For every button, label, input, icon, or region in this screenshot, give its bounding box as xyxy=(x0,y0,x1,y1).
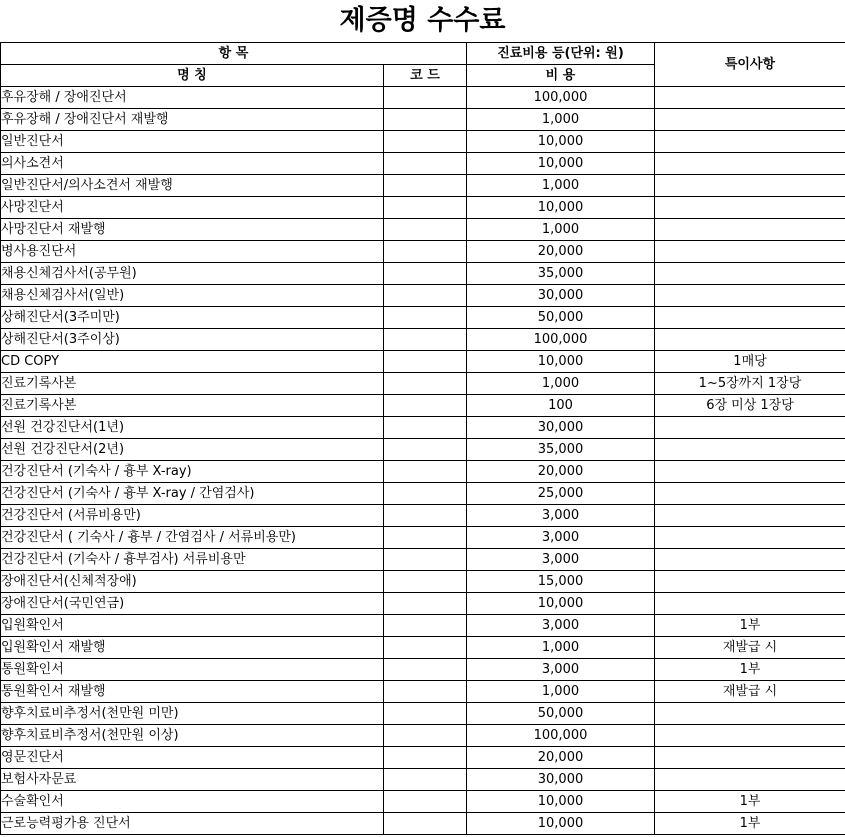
table-row xyxy=(1,747,845,769)
item-note-cell: 재발급 시 xyxy=(655,681,845,703)
item-name-cell: 의사소견서 xyxy=(1,153,384,175)
item-note-cell: 1~5장까지 1장당 xyxy=(655,373,845,395)
item-name-cell: 입원확인서 재발행 xyxy=(1,637,384,659)
item-name-cell: 통원확인서 재발행 xyxy=(1,681,384,703)
item-note-cell xyxy=(655,87,845,109)
item-note-cell xyxy=(655,549,845,571)
item-name-cell: 보험사자문료 xyxy=(1,769,384,791)
item-code-cell xyxy=(384,285,467,307)
item-fee-cell: 30,000 xyxy=(467,417,655,439)
table-row xyxy=(1,197,845,219)
item-name-cell: 진료기록사본 xyxy=(1,395,384,417)
item-code-cell xyxy=(384,505,467,527)
note-header: 특이사항 xyxy=(655,43,845,87)
item-name-cell: 장애진단서(신체적장애) xyxy=(1,571,384,593)
table-row xyxy=(1,219,845,241)
item-code-cell xyxy=(384,307,467,329)
item-fee-cell: 35,000 xyxy=(467,263,655,285)
item-code-cell xyxy=(384,109,467,131)
item-fee-cell: 20,000 xyxy=(467,747,655,769)
item-code-cell xyxy=(384,197,467,219)
item-name-cell: 일반진단서/의사소견서 재발행 xyxy=(1,175,384,197)
item-name-cell: 입원확인서 xyxy=(1,615,384,637)
item-name-cell: 선원 건강진단서(1년) xyxy=(1,417,384,439)
item-code-cell xyxy=(384,153,467,175)
item-name-cell: 후유장해 / 장애진단서 xyxy=(1,87,384,109)
item-fee-cell: 3,000 xyxy=(467,549,655,571)
item-code-cell xyxy=(384,351,467,373)
table-row xyxy=(1,659,845,681)
item-note-cell xyxy=(655,461,845,483)
item-fee-cell: 25,000 xyxy=(467,483,655,505)
table-row xyxy=(1,285,845,307)
item-note-cell xyxy=(655,285,845,307)
table-row xyxy=(1,813,845,835)
item-note-cell: 1부 xyxy=(655,659,845,681)
item-fee-cell: 35,000 xyxy=(467,439,655,461)
item-code-cell xyxy=(384,637,467,659)
item-note-cell xyxy=(655,769,845,791)
item-fee-cell: 30,000 xyxy=(467,285,655,307)
item-code-cell xyxy=(384,791,467,813)
table-row xyxy=(1,439,845,461)
item-note-cell xyxy=(655,439,845,461)
item-code-cell xyxy=(384,483,467,505)
item-note-cell xyxy=(655,703,845,725)
item-name-cell: 근로능력평가용 진단서 xyxy=(1,813,384,835)
item-code-cell xyxy=(384,769,467,791)
item-fee-cell: 10,000 xyxy=(467,593,655,615)
table-row xyxy=(1,87,845,109)
item-code-cell xyxy=(384,395,467,417)
item-fee-cell: 1,000 xyxy=(467,109,655,131)
item-fee-cell: 1,000 xyxy=(467,219,655,241)
item-name-cell: 건강진단서 ( 기숙사 / 흉부 / 간염검사 / 서류비용만) xyxy=(1,527,384,549)
item-code-cell xyxy=(384,659,467,681)
table-row xyxy=(1,461,845,483)
table-row xyxy=(1,681,845,703)
item-note-cell xyxy=(655,329,845,351)
item-fee-cell: 1,000 xyxy=(467,681,655,703)
item-fee-cell: 3,000 xyxy=(467,615,655,637)
item-code-cell xyxy=(384,439,467,461)
item-name-cell: 병사용진단서 xyxy=(1,241,384,263)
item-fee-cell: 10,000 xyxy=(467,791,655,813)
item-fee-cell: 50,000 xyxy=(467,703,655,725)
table-row xyxy=(1,769,845,791)
item-note-cell xyxy=(655,241,845,263)
table-row xyxy=(1,725,845,747)
item-code-cell xyxy=(384,681,467,703)
item-code-cell xyxy=(384,417,467,439)
table-row xyxy=(1,153,845,175)
item-fee-cell: 20,000 xyxy=(467,241,655,263)
item-fee-cell: 1,000 xyxy=(467,175,655,197)
item-code-cell xyxy=(384,527,467,549)
table-row xyxy=(1,417,845,439)
item-note-cell xyxy=(655,153,845,175)
item-name-cell: 건강진단서 (기숙사 / 흉부 X-ray / 간염검사) xyxy=(1,483,384,505)
item-header: 항 목 xyxy=(1,43,467,65)
table-row xyxy=(1,637,845,659)
item-fee-cell: 10,000 xyxy=(467,813,655,835)
item-code-cell xyxy=(384,703,467,725)
item-name-cell: 통원확인서 xyxy=(1,659,384,681)
item-fee-cell: 15,000 xyxy=(467,571,655,593)
item-code-cell xyxy=(384,725,467,747)
item-code-cell xyxy=(384,241,467,263)
item-note-cell xyxy=(655,175,845,197)
item-note-cell xyxy=(655,197,845,219)
item-code-cell xyxy=(384,329,467,351)
item-name-cell: 후유장해 / 장애진단서 재발행 xyxy=(1,109,384,131)
page-title: 제증명 수수료 xyxy=(339,5,506,36)
table-row xyxy=(1,593,845,615)
item-name-cell: 향후치료비추정서(천만원 미만) xyxy=(1,703,384,725)
table-row xyxy=(1,263,845,285)
item-note-cell xyxy=(655,109,845,131)
item-name-cell: 영문진단서 xyxy=(1,747,384,769)
fee-rows xyxy=(1,87,845,835)
table-row xyxy=(1,703,845,725)
fee-table xyxy=(0,42,845,835)
item-fee-cell: 50,000 xyxy=(467,307,655,329)
item-name-cell: 상해진단서(3주이상) xyxy=(1,329,384,351)
item-note-cell: 재발급 시 xyxy=(655,637,845,659)
item-fee-cell: 20,000 xyxy=(467,461,655,483)
table-row xyxy=(1,109,845,131)
table-row xyxy=(1,615,845,637)
fee-group-header: 진료비용 등(단위: 원) xyxy=(467,43,655,65)
table-row xyxy=(1,175,845,197)
item-fee-cell: 10,000 xyxy=(467,197,655,219)
item-note-cell xyxy=(655,417,845,439)
item-name-cell: 장애진단서(국민연금) xyxy=(1,593,384,615)
item-note-cell: 1부 xyxy=(655,813,845,835)
item-fee-cell: 10,000 xyxy=(467,153,655,175)
item-code-cell xyxy=(384,373,467,395)
item-fee-cell: 3,000 xyxy=(467,527,655,549)
item-code-cell xyxy=(384,87,467,109)
item-code-cell xyxy=(384,615,467,637)
item-note-cell xyxy=(655,725,845,747)
table-row xyxy=(1,131,845,153)
item-fee-cell: 100 xyxy=(467,395,655,417)
item-name-cell: 건강진단서 (서류비용만) xyxy=(1,505,384,527)
table-row xyxy=(1,241,845,263)
item-code-cell xyxy=(384,571,467,593)
item-name-cell: 채용신체검사서(일반) xyxy=(1,285,384,307)
item-note-cell xyxy=(655,263,845,285)
item-name-cell: 건강진단서 (기숙사 / 흉부 X-ray) xyxy=(1,461,384,483)
item-note-cell xyxy=(655,571,845,593)
table-row xyxy=(1,527,845,549)
item-name-cell: 사망진단서 재발행 xyxy=(1,219,384,241)
item-name-cell: 건강진단서 (기숙사 / 흉부검사) 서류비용만 xyxy=(1,549,384,571)
item-code-cell xyxy=(384,549,467,571)
item-note-cell: 1부 xyxy=(655,791,845,813)
item-code-cell xyxy=(384,219,467,241)
item-code-cell xyxy=(384,813,467,835)
item-code-cell xyxy=(384,131,467,153)
table-row xyxy=(1,483,845,505)
item-fee-cell: 3,000 xyxy=(467,505,655,527)
item-name-cell: CD COPY xyxy=(1,351,384,373)
item-note-cell: 6장 미상 1장당 xyxy=(655,395,845,417)
cost-header: 비 용 xyxy=(467,65,655,87)
item-fee-cell: 1,000 xyxy=(467,637,655,659)
item-name-cell: 사망진단서 xyxy=(1,197,384,219)
item-note-cell xyxy=(655,483,845,505)
item-name-cell: 상해진단서(3주미만) xyxy=(1,307,384,329)
item-note-cell: 1부 xyxy=(655,615,845,637)
item-name-cell: 진료기록사본 xyxy=(1,373,384,395)
item-name-cell: 수술확인서 xyxy=(1,791,384,813)
item-name-cell: 향후치료비추정서(천만원 이상) xyxy=(1,725,384,747)
item-code-cell xyxy=(384,593,467,615)
table-row xyxy=(1,505,845,527)
table-row xyxy=(1,307,845,329)
item-code-cell xyxy=(384,175,467,197)
table-row xyxy=(1,549,845,571)
table-row xyxy=(1,373,845,395)
item-note-cell xyxy=(655,593,845,615)
item-fee-cell: 30,000 xyxy=(467,769,655,791)
table-row xyxy=(1,351,845,373)
code-header: 코 드 xyxy=(384,65,467,87)
item-fee-cell: 1,000 xyxy=(467,373,655,395)
table-row xyxy=(1,791,845,813)
item-note-cell xyxy=(655,307,845,329)
item-code-cell xyxy=(384,263,467,285)
item-note-cell xyxy=(655,747,845,769)
item-fee-cell: 10,000 xyxy=(467,131,655,153)
item-fee-cell: 100,000 xyxy=(467,329,655,351)
item-code-cell xyxy=(384,461,467,483)
item-note-cell xyxy=(655,505,845,527)
table-row xyxy=(1,571,845,593)
item-note-cell xyxy=(655,527,845,549)
item-note-cell xyxy=(655,219,845,241)
item-fee-cell: 3,000 xyxy=(467,659,655,681)
item-name-cell: 채용신체검사서(공무원) xyxy=(1,263,384,285)
item-fee-cell: 100,000 xyxy=(467,87,655,109)
table-row xyxy=(1,329,845,351)
item-note-cell: 1매당 xyxy=(655,351,845,373)
item-fee-cell: 10,000 xyxy=(467,351,655,373)
table-row xyxy=(1,395,845,417)
item-name-cell: 선원 건강진단서(2년) xyxy=(1,439,384,461)
item-name-cell: 일반진단서 xyxy=(1,131,384,153)
item-note-cell xyxy=(655,131,845,153)
item-code-cell xyxy=(384,747,467,769)
name-header: 명 칭 xyxy=(1,65,384,87)
item-fee-cell: 100,000 xyxy=(467,725,655,747)
